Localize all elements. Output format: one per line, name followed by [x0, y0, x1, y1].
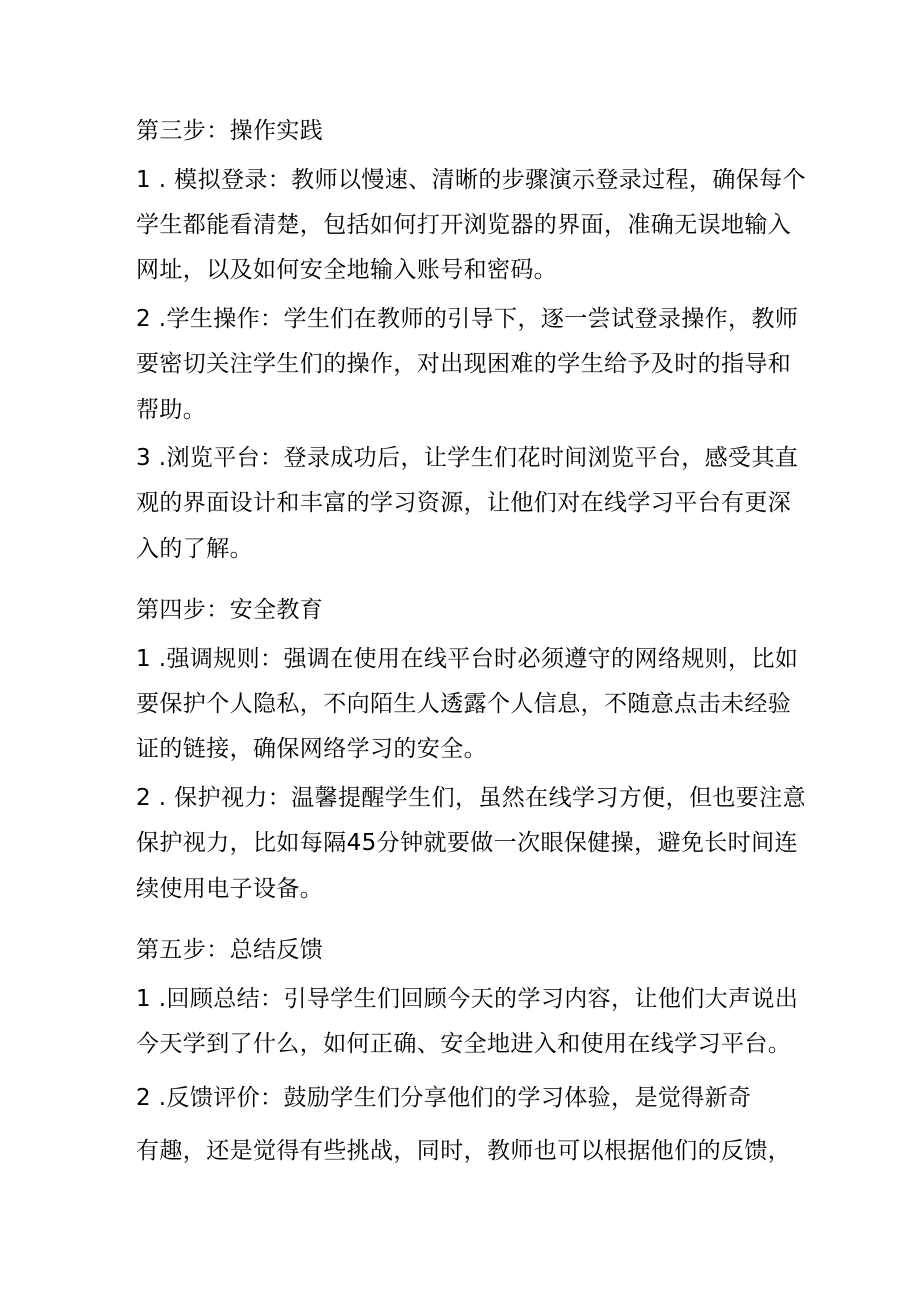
paragraph-line: 观的界面设计和丰富的学习资源，让他们对在线学习平台有更深 — [136, 490, 792, 516]
section-heading-step4: 第四步：安全教育 — [136, 597, 324, 623]
paragraph-line: 要保护个人隐私，不向陌生人透露个人信息，不随意点击未经验 — [136, 691, 792, 717]
paragraph-line: 要密切关注学生们的操作，对出现困难的学生给予及时的指导和 — [136, 351, 792, 377]
paragraph-line: 2 .反馈评价：鼓励学生们分享他们的学习体验，是觉得新奇 — [136, 1085, 752, 1111]
paragraph-line: 2 .学生操作：学生们在教师的引导下，逐一尝试登录操作，教师 — [136, 306, 799, 332]
paragraph-line: 学生都能看清楚，包括如何打开浏览器的界面，准确无误地输入 — [136, 212, 792, 238]
paragraph-line: 1 . 模拟登录：教师以慢速、清晰的步骤演示登录过程，确保每个 — [136, 167, 806, 193]
paragraph-line: 帮助。 — [136, 397, 207, 423]
paragraph-line: 网址，以及如何安全地输入账号和密码。 — [136, 257, 558, 283]
paragraph-line: 入的了解。 — [136, 536, 253, 562]
paragraph-line: 3 .浏览平台：登录成功后，让学生们花时间浏览平台，感受其直 — [136, 445, 799, 471]
paragraph-line: 续使用电子设备。 — [136, 876, 324, 902]
paragraph-line: 1 .强调规则：强调在使用在线平台时必须遵守的网络规则，比如 — [136, 646, 799, 672]
paragraph-line: 有趣，还是觉得有些挑战，同时，教师也可以根据他们的反馈， — [136, 1138, 792, 1164]
section-heading-step3: 第三步：操作实践 — [136, 118, 324, 144]
paragraph-line: 今天学到了什么，如何正确、安全地进入和使用在线学习平台。 — [136, 1031, 792, 1057]
paragraph-line: 2 . 保护视力：温馨提醒学生们，虽然在线学习方便，但也要注意 — [136, 785, 806, 811]
paragraph-line: 保护视力，比如每隔45分钟就要做一次眼保健操，避免长时间连 — [136, 830, 798, 856]
paragraph-line: 证的链接，确保网络学习的安全。 — [136, 736, 487, 762]
paragraph-line: 1 .回顾总结：引导学生们回顾今天的学习内容，让他们大声说出 — [136, 986, 799, 1012]
section-heading-step5: 第五步：总结反馈 — [136, 937, 324, 963]
